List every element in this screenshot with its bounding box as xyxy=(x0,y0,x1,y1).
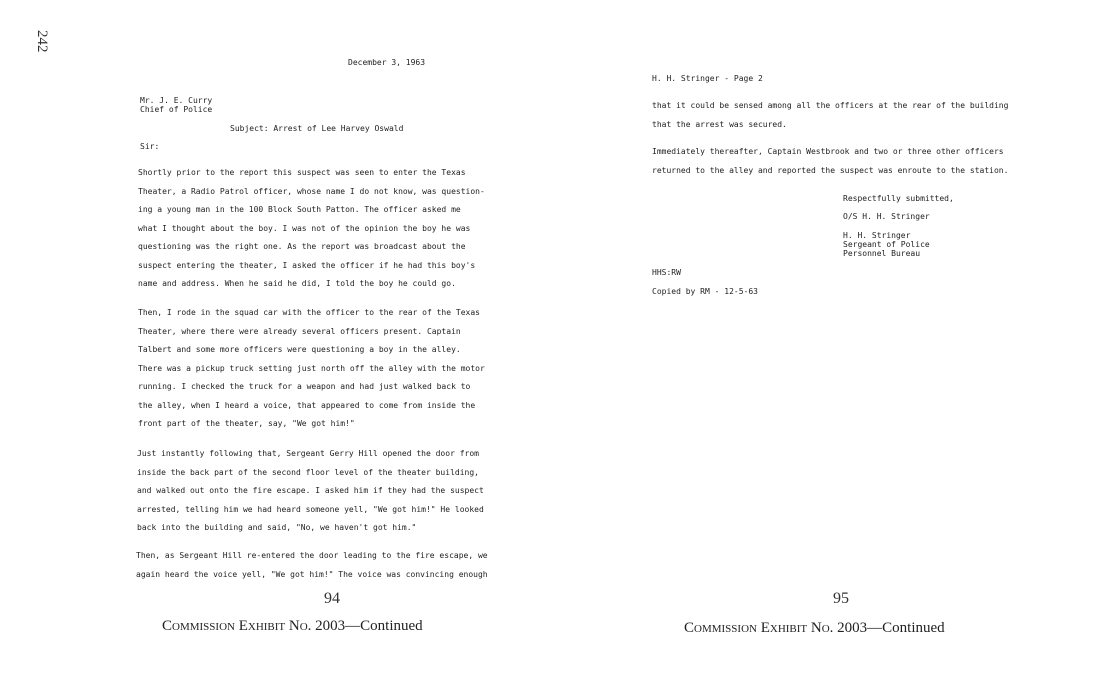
left-paragraph-2 xyxy=(138,304,498,434)
text-line: Immediately thereafter, Captain Westbrook and two or three other officers xyxy=(652,147,1004,156)
signature-bureau: Personnel Bureau xyxy=(843,249,921,258)
text-line: Theater, where there were already several officers present. Captain xyxy=(138,326,461,336)
text-line: Theater, a Radio Patrol officer, whose name I do not know, was question- xyxy=(138,186,485,196)
left-caption xyxy=(162,618,423,635)
text-line: arrested, telling him we had heard someone yell, "We got him!" He looked xyxy=(137,504,484,514)
left-paragraph-4 xyxy=(136,547,496,584)
caption-lead: Commission Exhibit No. xyxy=(162,618,312,634)
closing: Respectfully submitted, xyxy=(843,194,954,203)
text-line: front part of the theater, say, "We got him!" xyxy=(138,419,355,428)
side-page-number: 242 xyxy=(34,30,50,53)
text-line: and walked out onto the fire escape. I asked him if they had the suspect xyxy=(137,486,484,495)
copied-by: Copied by RM - 12-5-63 xyxy=(652,287,758,296)
text-line: back into the building and said, "No, we haven't got him." xyxy=(137,523,417,532)
caption-rest: 2003—Continued xyxy=(315,618,423,634)
right-caption xyxy=(684,620,945,637)
caption-lead: Commission Exhibit No. xyxy=(684,620,834,636)
left-paragraph-1 xyxy=(138,164,498,294)
addressee-name: Mr. J. E. Curry xyxy=(140,96,213,105)
text-line: Just instantly following that, Sergeant Gerry Hill opened the door from xyxy=(137,449,479,458)
text-line: the alley, when I heard a voice, that appeared to come from inside the xyxy=(138,400,476,410)
left-page-number: 94 xyxy=(324,590,340,607)
signature: O/S H. H. Stringer xyxy=(843,212,930,221)
text-line: that it could be sensed among all the officers at the rear of the building xyxy=(652,101,1009,110)
page-header: H. H. Stringer - Page 2 xyxy=(652,74,763,83)
text-line: Talbert and some more officers were questioning a boy in the alley. xyxy=(138,345,461,354)
initials: HHS:RW xyxy=(652,268,681,277)
right-page-number: 95 xyxy=(833,590,849,607)
text-line: that the arrest was secured. xyxy=(652,119,787,129)
letter-date: December 3, 1963 xyxy=(348,58,426,67)
subject-line: Subject: Arrest of Lee Harvey Oswald xyxy=(230,124,404,133)
text-line: inside the back part of the second floor level of the theater building, xyxy=(137,467,479,477)
signature-name: H. H. Stringer xyxy=(843,231,911,240)
text-line: name and address. When he said he did, I told the boy he could go. xyxy=(138,279,456,288)
right-paragraph-1 xyxy=(652,97,1022,134)
text-line: Then, as Sergeant Hill re-entered the door leading to the fire escape, we xyxy=(136,551,488,560)
text-line: again heard the voice yell, "We got him!" The voice was convincing enough xyxy=(136,569,488,579)
text-line: There was a pickup truck setting just north off the alley with the motor xyxy=(138,363,485,373)
text-line: running. I checked the truck for a weapon and had just walked back to xyxy=(138,382,471,391)
addressee-title: Chief of Police xyxy=(140,105,213,114)
text-line: returned to the alley and reported the suspect was enroute to the station. xyxy=(652,165,1009,175)
left-paragraph-3 xyxy=(137,445,497,538)
caption-rest: 2003—Continued xyxy=(837,620,945,636)
text-line: ing a young man in the 100 Block South Patton. The officer asked me xyxy=(138,205,461,214)
right-paragraph-2 xyxy=(652,143,1022,180)
text-line: Shortly prior to the report this suspect was seen to enter the Texas xyxy=(138,168,466,177)
signature-rank: Sergeant of Police xyxy=(843,240,930,249)
text-line: questioning was the right one. As the report was broadcast about the xyxy=(138,242,466,251)
text-line: Then, I rode in the squad car with the officer to the rear of the Texas xyxy=(138,308,480,317)
text-line: what I thought about the boy. I was not of the opinion the boy he was xyxy=(138,223,471,233)
salutation: Sir: xyxy=(140,142,160,151)
text-line: suspect entering the theater, I asked the officer if he had this boy's xyxy=(138,260,476,270)
